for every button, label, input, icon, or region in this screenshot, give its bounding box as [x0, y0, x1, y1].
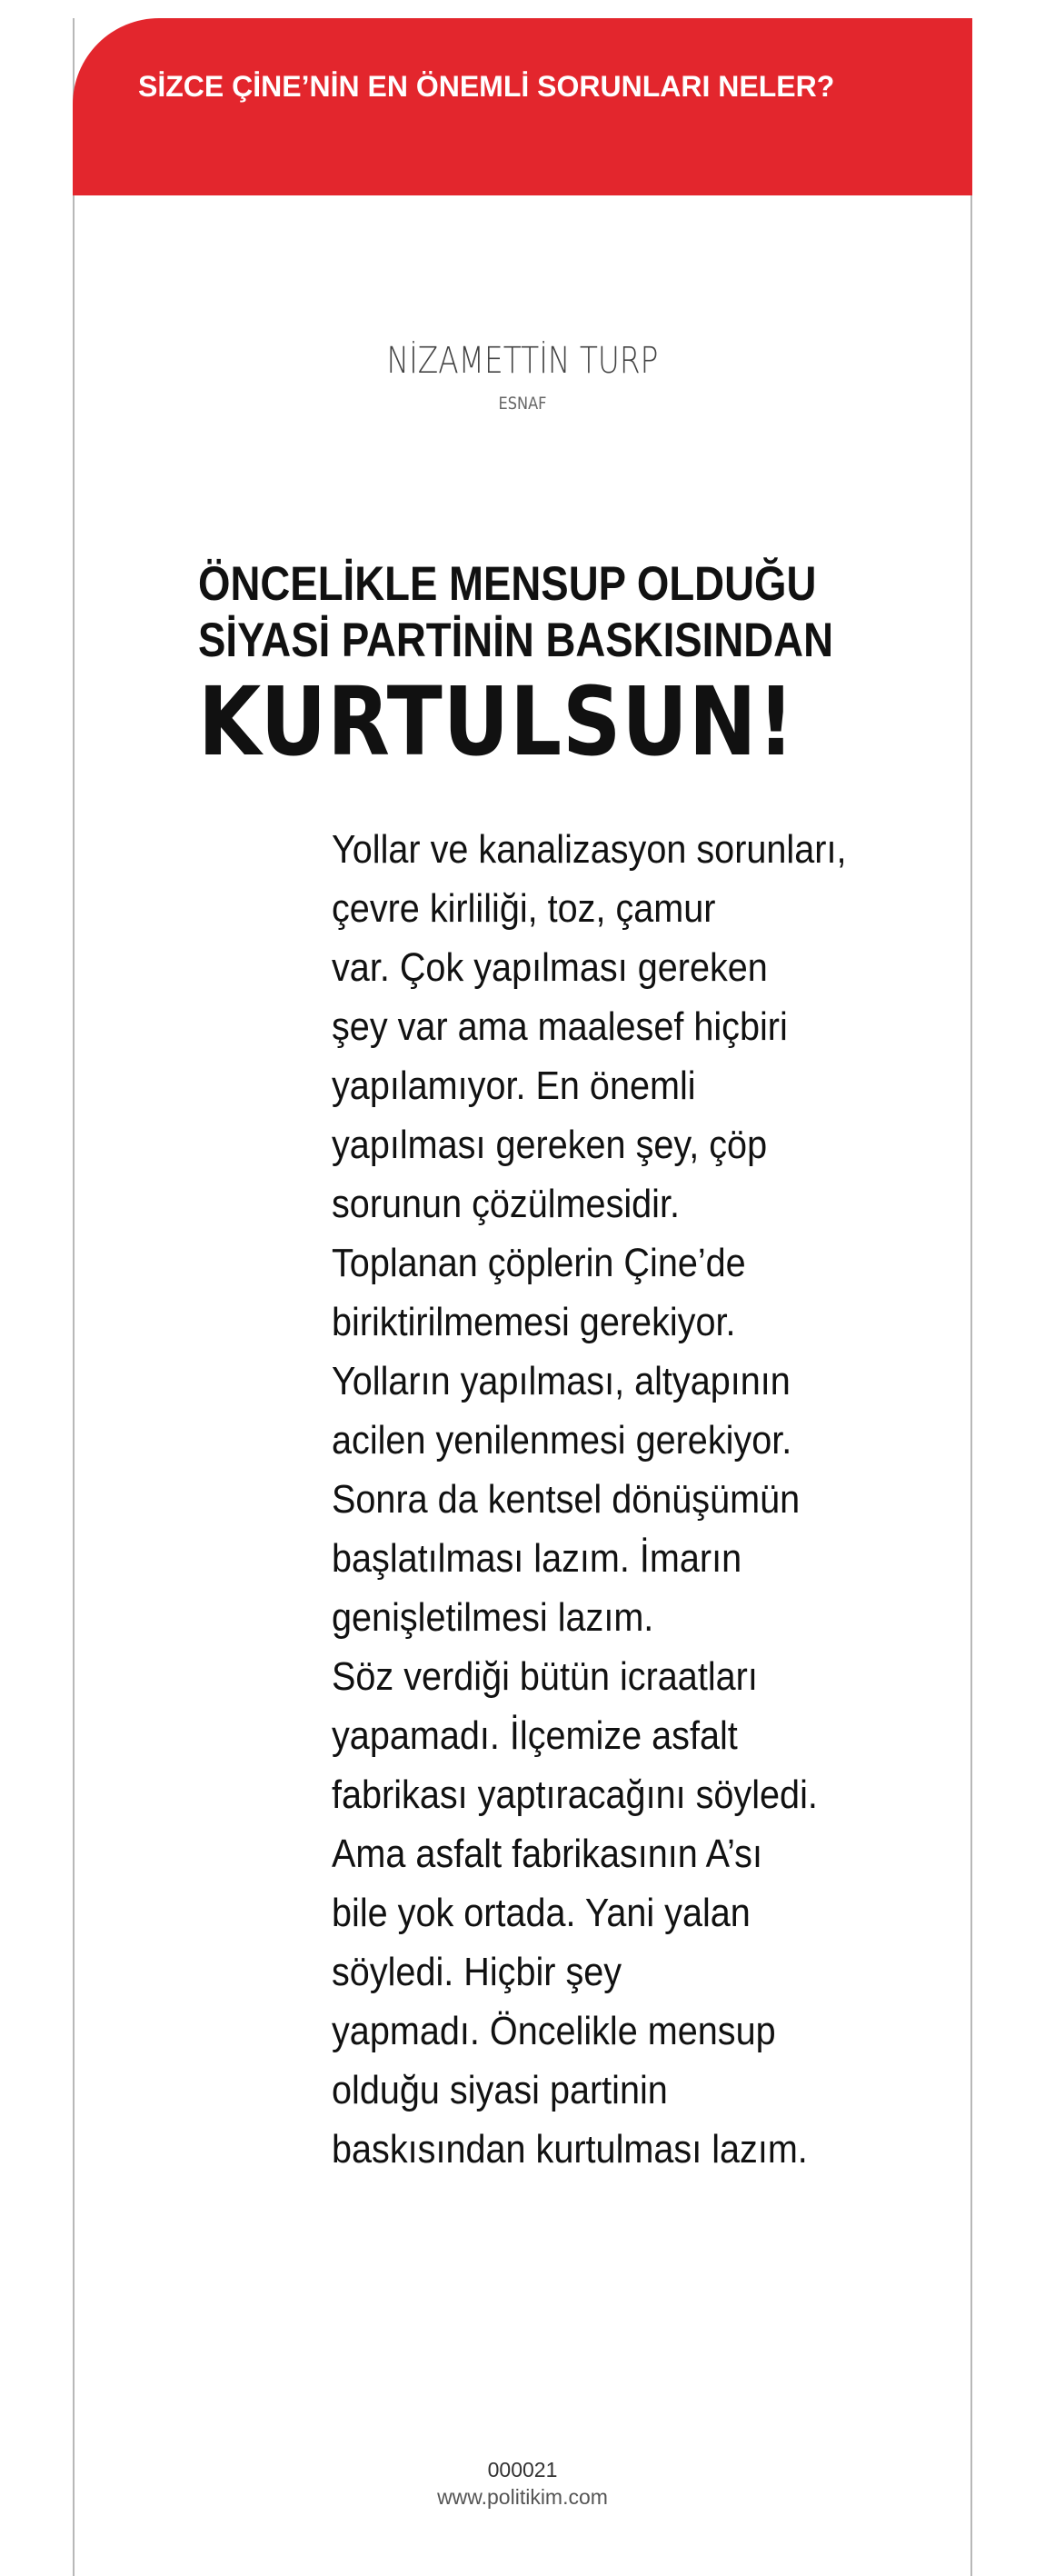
body-line: olduğu siyasi partinin: [332, 2068, 668, 2112]
body-line: Toplanan çöplerin Çine’de: [332, 1241, 746, 1285]
body-line: acilen yenilenmesi gerekiyor.: [332, 1418, 792, 1463]
headline-emphasis: KURTULSUN!: [198, 666, 796, 777]
headline: [198, 556, 839, 777]
body-line: yapmadı. Öncelikle mensup: [332, 2009, 776, 2053]
quote-body: [332, 820, 847, 2179]
body-line: çevre kirliliği, toz, çamur: [332, 886, 716, 931]
body-line: baskısından kurtulması lazım.: [332, 2127, 808, 2172]
body-line: yapamadı. İlçemize asfalt: [332, 1713, 738, 1758]
body-line: var. Çok yapılması gereken: [332, 945, 768, 990]
header-title: SİZCE ÇİNE’NİN EN ÖNEMLİ SORUNLARI NELER?: [138, 70, 835, 103]
body-line: Sonra da kentsel dönüşümün: [332, 1477, 801, 1522]
body-line: Ama asfalt fabrikasının A’sı: [332, 1832, 762, 1876]
person-role: ESNAF: [498, 394, 547, 414]
body-line: fabrikası yaptıracağını söyledi.: [332, 1772, 818, 1817]
body-line: biriktirilmemesi gerekiyor.: [332, 1300, 736, 1344]
body-line: başlatılması lazım. İmarın: [332, 1536, 742, 1581]
body-line: bile yok ortada. Yani yalan: [332, 1891, 751, 1935]
body-line: söyledi. Hiçbir şey: [332, 1950, 622, 1994]
body-line: yapılması gereken şey, çöp: [332, 1123, 768, 1167]
body-line: Yolların yapılması, altyapının: [332, 1359, 791, 1403]
body-line: yapılamıyor. En önemli: [332, 1063, 696, 1108]
footer-code: 000021: [487, 2458, 558, 2481]
body-line: Yollar ve kanalizasyon sorunları,: [332, 827, 847, 872]
headline-line: SİYASİ PARTİNİN BASKISINDAN: [198, 614, 833, 667]
body-line: Söz verdiği bütün icraatları: [332, 1654, 758, 1699]
headline-line: ÖNCELİKLE MENSUP OLDUĞU: [198, 557, 817, 611]
body-line: şey var ama maalesef hiçbiri: [332, 1004, 788, 1049]
body-line: sorunun çözülmesidir.: [332, 1182, 680, 1226]
body-line: genişletilmesi lazım.: [332, 1595, 654, 1640]
person-name: NİZAMETTİN TURP: [386, 340, 659, 382]
footer-website-link[interactable]: www.politikim.com: [437, 2485, 608, 2509]
header-banner: [73, 18, 972, 195]
